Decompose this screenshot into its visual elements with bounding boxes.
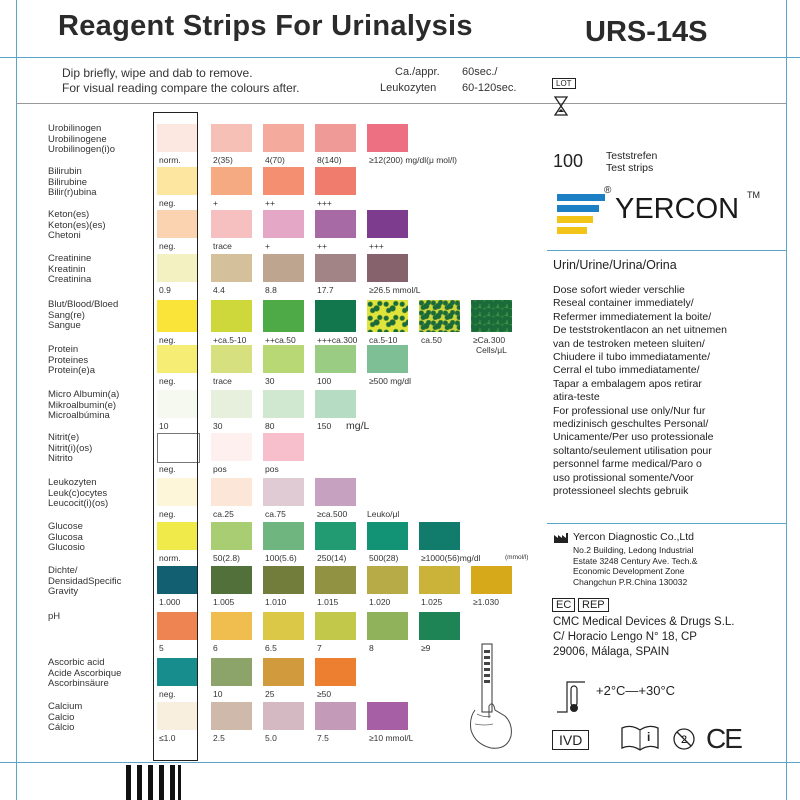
page-title: Reagent Strips For Urinalysis <box>58 10 473 42</box>
swatch-value: pos <box>213 464 227 474</box>
swatch-value: ≥10 mmol/L <box>369 733 414 743</box>
swatch-value: 25 <box>265 689 275 699</box>
color-swatch <box>315 345 356 373</box>
row-label: Leukozyten <box>48 477 97 488</box>
row-label: pH <box>48 611 61 622</box>
color-swatch <box>211 612 252 640</box>
representative-line: 29006, Málaga, SPAIN <box>553 646 670 658</box>
time-label-2: Leukozyten <box>380 82 437 94</box>
row-label: Leucocit(i)(os) <box>48 498 109 509</box>
strip-count-label-1: Teststrefen <box>606 150 658 162</box>
swatch-value: ≥26.5 mmol/L <box>369 285 421 295</box>
barcode-bar <box>126 765 131 800</box>
swatch-value: ca.25 <box>213 509 234 519</box>
swatch-value: +ca.5-10 <box>213 335 247 345</box>
color-swatch <box>315 522 356 550</box>
color-swatch <box>211 300 252 332</box>
barcode-bar <box>159 765 164 800</box>
swatch-value: 250(14) <box>317 553 347 563</box>
color-swatch <box>211 345 252 373</box>
usage-text-line: Unicamente/Per uso protessionale <box>553 431 714 444</box>
color-swatch <box>315 612 356 640</box>
swatch-value: 7.5 <box>317 733 329 743</box>
swatch-value: +++ca.300 <box>317 335 358 345</box>
usage-text-line: personnel farme medical/Paro o <box>553 458 702 471</box>
row-label: Protein(e)a <box>48 365 95 376</box>
swatch-value: 1.015 <box>317 597 339 607</box>
row-label: Bilirubine <box>48 176 88 188</box>
swatch-value: +++ <box>317 198 332 208</box>
color-swatch <box>263 478 304 506</box>
swatch-value: 500(28) <box>369 553 399 563</box>
row-label: Keton(es) <box>48 209 90 220</box>
usage-text-line: Cerral el tubo immediatamente/ <box>553 364 700 377</box>
color-swatch <box>419 300 460 332</box>
row-label: Urobilinogene <box>48 133 107 145</box>
color-swatch <box>367 566 408 594</box>
swatch-value: ca.50 <box>421 335 442 345</box>
row-label: Mikroalbumin(e) <box>48 399 117 411</box>
temperature-range: +2°C—+30°C <box>596 683 676 698</box>
color-swatch <box>419 566 460 594</box>
swatch-value: 100 <box>317 376 332 386</box>
swatch-value: 5.0 <box>265 733 277 743</box>
swatch-value: ++ca.50 <box>265 335 296 345</box>
usage-text-line: Refermer immediatement la boite/ <box>553 310 712 323</box>
manufacturer-name: Yercon Diagnostic Co.,Ltd <box>573 531 695 543</box>
row-label: Glucosa <box>48 531 83 543</box>
yercon-flag-icon <box>553 191 609 236</box>
row-label: Nitrit(i)(os) <box>48 442 93 454</box>
swatch-value: ≥500 mg/dl <box>369 376 411 386</box>
row-label: Nitrito <box>48 453 73 464</box>
color-swatch <box>263 124 304 152</box>
color-swatch <box>367 254 408 282</box>
row-label: Nitrit(e) <box>48 432 80 443</box>
row-label: Urobilinogen <box>48 123 102 134</box>
row-label: Glucosio <box>48 542 85 553</box>
color-swatch <box>263 702 304 730</box>
top-rule <box>0 57 800 58</box>
swatch-value: ≥ca.500 <box>317 509 348 519</box>
usage-text-line: Reseal container immediately/ <box>553 297 694 310</box>
row-label: Sang(re) <box>48 309 85 321</box>
swatch-value: 100(5.6) <box>265 553 297 563</box>
swatch-value: ≥1.030 <box>473 597 499 607</box>
swatch-value: + <box>265 241 270 251</box>
swatch-value: 10 <box>159 421 169 431</box>
instruction-line-2: For visual reading compare the colours after. <box>62 81 300 95</box>
swatch-value: 1.020 <box>369 597 391 607</box>
color-swatch <box>419 612 460 640</box>
time-label-1: Ca./appr. <box>395 66 440 78</box>
right-rule <box>786 0 787 800</box>
swatch-value: 10 <box>213 689 223 699</box>
color-swatch <box>211 167 252 195</box>
product-code: URS-14S <box>585 16 708 48</box>
swatch-value: 4.4 <box>213 285 225 295</box>
side-rule-1 <box>547 250 786 251</box>
representative-line: CMC Medical Devices & Drugs S.L. <box>553 616 735 628</box>
color-swatch <box>211 522 252 550</box>
barcode-bar <box>137 765 142 800</box>
row-unit: Leuko/μl <box>367 509 400 519</box>
strip-count-label-2: Test strips <box>606 162 654 174</box>
row-label: Calcio <box>48 711 75 723</box>
swatch-value: 4(70) <box>265 155 285 165</box>
lot-symbol: LOT <box>552 78 576 89</box>
color-swatch <box>315 566 356 594</box>
color-swatch <box>315 300 356 332</box>
swatch-value: ≥Ca.300 <box>473 335 506 345</box>
color-swatch <box>211 566 252 594</box>
color-swatch <box>263 210 304 238</box>
usage-text-line: atira-teste <box>553 391 600 404</box>
swatch-value: neg. <box>159 509 176 519</box>
color-swatch <box>211 254 252 282</box>
swatch-value: ≥50 <box>317 689 332 699</box>
color-swatch <box>211 478 252 506</box>
do-not-reuse-icon <box>672 727 696 751</box>
swatch-value: + <box>213 198 218 208</box>
color-swatch <box>263 167 304 195</box>
swatch-value: ≥1000(56)mg/dl <box>421 553 481 563</box>
manufacturer-icon <box>553 532 569 544</box>
swatch-value: neg. <box>159 335 176 345</box>
time-value-2: 60-120sec. <box>462 82 517 94</box>
row-label: Bilir(r)ubina <box>48 187 97 198</box>
swatch-value: neg. <box>159 241 176 251</box>
swatch-value: 1.010 <box>265 597 287 607</box>
swatch-value: 6.5 <box>265 643 277 653</box>
swatch-value: ++ <box>317 241 327 251</box>
swatch-value: 2.5 <box>213 733 225 743</box>
swatch-value: 150 <box>317 421 332 431</box>
color-swatch <box>367 345 408 373</box>
row-label: Blut/Blood/Bloed <box>48 299 119 310</box>
color-swatch <box>211 658 252 686</box>
barcode-bar <box>178 765 181 800</box>
usage-text-line: uso protissional somente/Voor <box>553 471 694 484</box>
temperature-limit-icon <box>555 676 595 716</box>
usage-text-line: For professional use only/Nur fur <box>553 404 706 417</box>
row-label: Glucose <box>48 521 83 532</box>
swatch-value: 8.8 <box>265 285 277 295</box>
usage-text-line: soltanto/seulement utilisation pour <box>553 444 712 457</box>
color-swatch <box>367 612 408 640</box>
side-rule-2 <box>547 523 786 524</box>
swatch-value: 2(35) <box>213 155 233 165</box>
swatch-value: norm. <box>159 553 181 563</box>
color-swatch <box>315 124 356 152</box>
row-label: Protein <box>48 344 79 355</box>
swatch-value: neg. <box>159 198 176 208</box>
row-label: Ascorbic acid <box>48 657 105 668</box>
color-swatch <box>419 522 460 550</box>
svg-text:2: 2 <box>680 734 688 746</box>
row-label: Leuk(c)ocytes <box>48 487 108 499</box>
swatch-value: ca.5-10 <box>369 335 398 345</box>
swatch-value: 30 <box>265 376 275 386</box>
color-swatch <box>367 702 408 730</box>
color-swatch <box>263 300 304 332</box>
info-icon: i <box>647 730 651 744</box>
brand-trademark: TM <box>747 190 760 200</box>
address-line: Estate 3248 Century Ave. Tech.& <box>573 555 698 566</box>
consult-instructions-icon <box>620 724 660 752</box>
usage-text-line: Chiudere il tubo immediatamente/ <box>553 351 710 363</box>
row-label: Acide Ascorbique <box>48 667 122 679</box>
color-swatch <box>263 433 304 461</box>
barcode-bar <box>170 765 175 800</box>
time-value-1: 60sec./ <box>462 66 498 78</box>
swatch-value: ≥9 <box>421 643 431 653</box>
color-swatch <box>315 390 356 418</box>
row-label: Gravity <box>48 586 79 597</box>
swatch-value: ≤1.0 <box>159 733 176 743</box>
color-swatch <box>471 566 512 594</box>
color-swatch <box>367 522 408 550</box>
address-line: No.2 Building, Ledong Industrial <box>573 545 694 555</box>
row-label: Bilirubin <box>48 166 82 177</box>
rep-symbol: REP <box>578 598 609 612</box>
strip-count: 100 <box>553 151 584 171</box>
row-label: Keton(es)(es) <box>48 219 106 231</box>
ce-mark: CE <box>706 723 741 754</box>
swatch-value: 30 <box>213 421 223 431</box>
row-label: Dichte/ <box>48 565 78 576</box>
color-swatch <box>367 210 408 238</box>
swatch-value: 8 <box>369 643 374 653</box>
row-label: Micro Albumin(a) <box>48 389 120 400</box>
color-swatch <box>211 210 252 238</box>
row-label: Ascorbinsäure <box>48 678 109 689</box>
row-label: Creatinine <box>48 253 92 264</box>
swatch-value: 7 <box>317 643 322 653</box>
ec-symbol: EC <box>552 598 575 612</box>
row-label: Proteines <box>48 354 89 366</box>
usage-text-line: De teststrokentlacon an net uitnemen <box>553 324 727 337</box>
swatch-value: trace <box>213 376 232 386</box>
swatch-value: 1.000 <box>159 597 181 607</box>
hand-strip-illustration <box>455 640 525 755</box>
swatch-value: neg. <box>159 689 176 699</box>
color-swatch <box>315 658 356 686</box>
swatch-value: 8(140) <box>317 155 342 165</box>
swatch-value: ≥12(200) mg/dl(μ mol/l) <box>369 155 457 165</box>
swatch-value: +++ <box>369 241 384 251</box>
color-swatch <box>263 345 304 373</box>
usage-text-line: van de testroken meteen sluiten/ <box>553 337 705 350</box>
swatch-value: neg. <box>159 376 176 386</box>
swatch-value: 1.025 <box>421 597 443 607</box>
instruction-line-1: Dip briefly, wipe and dab to remove. <box>62 66 253 80</box>
row-unit: (mmol/l) <box>505 554 529 561</box>
color-swatch <box>263 522 304 550</box>
swatch-value: pos <box>265 464 279 474</box>
color-swatch <box>367 300 408 332</box>
usage-text-line: Dose sofort wieder verschlie <box>553 284 685 296</box>
color-swatch <box>211 702 252 730</box>
urine-languages: Urin/Urine/Urina/Orina <box>553 258 677 272</box>
swatch-value: trace <box>213 241 232 251</box>
color-swatch <box>263 612 304 640</box>
usage-text-line: protessioneel slechts gebruik <box>553 485 689 497</box>
swatch-value: 1.005 <box>213 597 235 607</box>
color-swatch <box>263 566 304 594</box>
barcode-bar <box>148 765 153 800</box>
swatch-value: 80 <box>265 421 275 431</box>
swatch-value: ca.75 <box>265 509 286 519</box>
bottom-rule <box>0 762 800 763</box>
swatch-value: 6 <box>213 643 218 653</box>
color-swatch <box>471 300 512 332</box>
swatch-value: 0.9 <box>159 285 171 295</box>
row-label: Creatinina <box>48 274 92 285</box>
brand-registered: ® <box>604 185 612 196</box>
swatch-value: 50(2.8) <box>213 553 240 563</box>
row-label: Chetoni <box>48 230 81 241</box>
row-label: DensidadSpecific <box>48 575 122 587</box>
swatch-value: 5 <box>159 643 164 653</box>
color-swatch <box>263 254 304 282</box>
color-swatch <box>367 124 408 152</box>
hourglass-icon <box>553 95 569 117</box>
swatch-value: norm. <box>159 155 181 165</box>
color-swatch <box>315 210 356 238</box>
row-label: Kreatinin <box>48 263 86 275</box>
row-extra: Cells/μL <box>476 345 507 355</box>
representative-line: C/ Horacio Lengo N° 18, CP <box>553 631 697 643</box>
color-swatch <box>315 702 356 730</box>
swatch-value: ++ <box>265 198 275 208</box>
color-swatch <box>315 478 356 506</box>
usage-text-line: Tapar a embalagem apos retirar <box>553 377 702 390</box>
color-swatch <box>315 254 356 282</box>
color-swatch <box>263 658 304 686</box>
left-rule <box>16 0 17 800</box>
swatch-value: neg. <box>159 464 176 474</box>
color-swatch <box>263 390 304 418</box>
color-swatch <box>211 390 252 418</box>
address-line: Economic Development Zone <box>573 566 685 576</box>
row-label: Sangue <box>48 320 81 331</box>
color-swatch <box>315 167 356 195</box>
row-label: Calcium <box>48 701 83 712</box>
color-swatch <box>211 433 252 461</box>
color-swatch <box>211 124 252 152</box>
brand-name: YERCON <box>615 193 740 225</box>
row-label: Microalbúmina <box>48 410 110 421</box>
row-label: Urobilinogen(i)o <box>48 144 116 155</box>
instruction-rule <box>16 103 786 104</box>
address-line: Changchun P.R.China 130032 <box>573 576 688 587</box>
swatch-value: 17.7 <box>317 285 334 295</box>
row-label: Cálcio <box>48 722 75 733</box>
reference-column-frame <box>153 112 198 761</box>
row-unit: mg/L <box>346 420 370 432</box>
usage-text-line: medizinisch geschultes Personal/ <box>553 418 709 430</box>
ivd-symbol: IVD <box>552 730 589 750</box>
